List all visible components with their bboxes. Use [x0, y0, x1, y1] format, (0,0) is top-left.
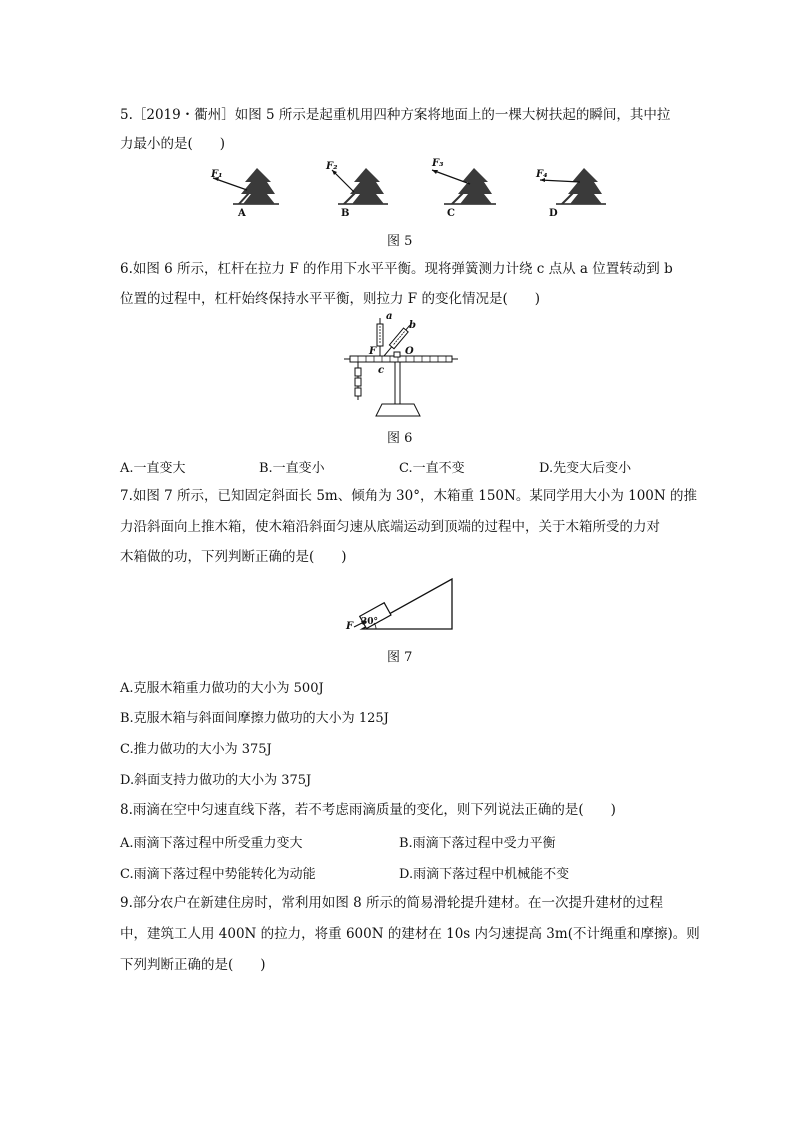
- fig7-label-angle: 30°: [361, 617, 379, 627]
- q7-option-b[interactable]: B.克服木箱与斜面间摩擦力做功的大小为 125J: [120, 711, 389, 726]
- option-label-a: A: [238, 208, 246, 219]
- option-label-b: B: [341, 208, 350, 219]
- force-label-f3: F₃: [432, 158, 444, 169]
- fig6-label-c: c: [378, 365, 385, 376]
- q6-option-d[interactable]: D.先变大后变小: [539, 461, 632, 476]
- q8-stem-line1: 8.雨滴在空中匀速直线下落，若不考虑雨滴质量的变化，则下列说法正确的是( ): [120, 802, 616, 818]
- q5-stem-line2: 力最小的是( ): [120, 136, 226, 152]
- q7-option-d[interactable]: D.斜面支持力做功的大小为 375J: [120, 773, 312, 788]
- q8-option-c[interactable]: C.雨滴下落过程中势能转化为动能: [120, 867, 316, 882]
- force-label-f1: F₁: [211, 169, 223, 180]
- q9-stem-line3: 下列判断正确的是( ): [120, 957, 266, 973]
- q5-stem-line1: 5.［2019・衢州］如图 5 所示是起重机用四种方案将地面上的一棵大树扶起的瞬间，其中拉: [120, 107, 671, 123]
- q7-option-c[interactable]: C.推力做功的大小为 375J: [120, 742, 272, 757]
- fig6-label-b: b: [409, 320, 416, 331]
- q6-stem-line1: 6.如图 6 所示，杠杆在拉力 F 的作用下水平平衡。现将弹簧测力计绕 c 点从 a 位置转动到 b: [120, 261, 673, 277]
- fig6-label-a: a: [386, 311, 393, 322]
- q7-stem-line2: 力沿斜面向上推木箱，使木箱沿斜面匀速从底端运动到顶端的过程中，关于木箱所受的力对: [120, 519, 660, 535]
- tree-figure-c: [424, 160, 504, 220]
- q8-option-a[interactable]: A.雨滴下落过程中所受重力变大: [120, 836, 303, 851]
- figure-7-caption: 图 7: [387, 650, 413, 665]
- fig7-label-f: F: [346, 621, 354, 632]
- q7-option-a[interactable]: A.克服木箱重力做功的大小为 500J: [120, 681, 324, 696]
- figure-6-lever: [340, 312, 460, 422]
- q9-stem-line2: 中，建筑工人用 400N 的拉力，将重 600N 的建材在 10s 内匀速提高 3m(不计绳重和摩擦)。则: [120, 926, 700, 942]
- q6-stem-line2: 位置的过程中，杠杆始终保持水平平衡，则拉力 F 的变化情况是( ): [120, 291, 540, 307]
- fig6-label-f: F: [369, 346, 377, 357]
- q7-stem-line1: 7.如图 7 所示，已知固定斜面长 5m、倾角为 30°，木箱重 150N。某同学用大小为 100N 的推: [120, 488, 697, 504]
- option-label-c: C: [447, 208, 455, 219]
- fig6-label-o: O: [405, 346, 414, 357]
- force-label-f2: F₂: [326, 161, 338, 172]
- q9-stem-line1: 9.部分农户在新建住房时，常利用如图 8 所示的简易滑轮提升建材。在一次提升建材的过程: [120, 895, 664, 911]
- figure-6-caption: 图 6: [387, 431, 413, 446]
- figure-5-caption: 图 5: [387, 234, 413, 249]
- q8-option-b[interactable]: B.雨滴下落过程中受力平衡: [399, 836, 556, 851]
- q8-option-d[interactable]: D.雨滴下落过程中机械能不变: [399, 867, 570, 882]
- option-label-d: D: [549, 208, 558, 219]
- q7-stem-line3: 木箱做的功，下列判断正确的是( ): [120, 549, 347, 565]
- q6-option-c[interactable]: C.一直不变: [399, 461, 465, 476]
- figure-7-incline: [340, 575, 460, 635]
- q6-option-b[interactable]: B.一直变小: [259, 461, 325, 476]
- q6-option-a[interactable]: A.一直变大: [120, 461, 186, 476]
- force-label-f4: F₄: [536, 169, 548, 180]
